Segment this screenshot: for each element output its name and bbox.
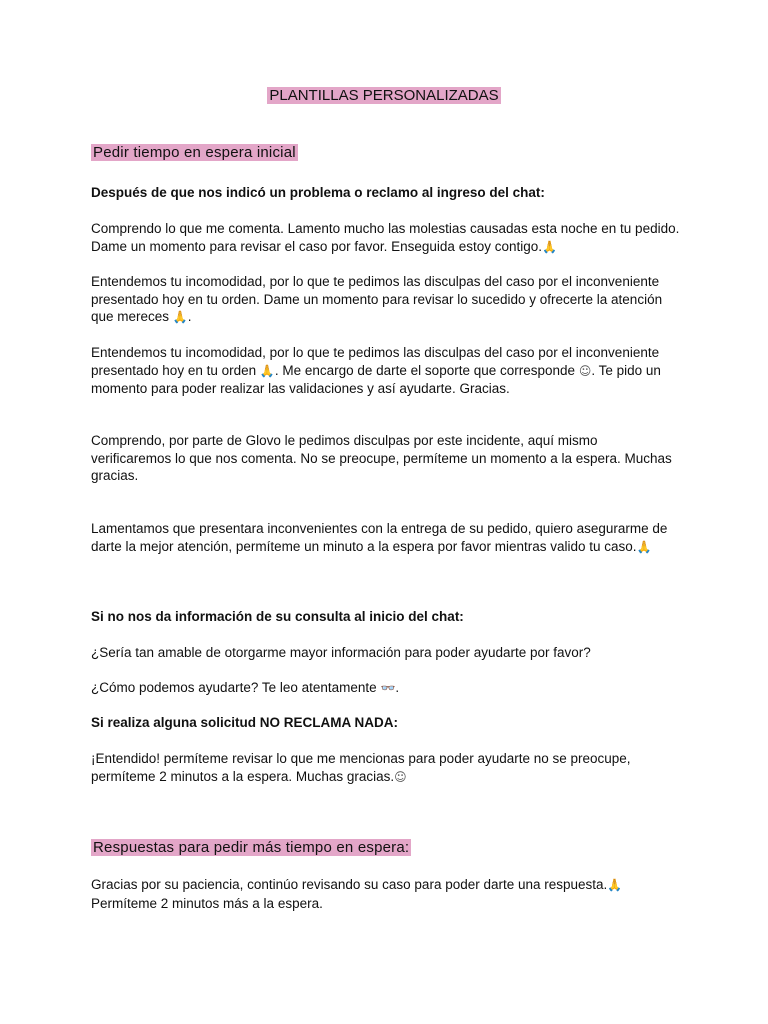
template-paragraph-6: ¿Sería tan amable de otorgarme mayor información para poder ayudarte por favor? <box>91 645 591 660</box>
template-paragraph-1-text: Comprendo lo que me comenta. Lamento mucho las molestias causadas esta noche en tu pedido. Dame un momento para revisar el caso por favor. Enseguida estoy contigo. <box>91 221 680 254</box>
subheading-no-info: Si no nos da información de su consulta al inicio del chat: <box>91 609 464 624</box>
template-paragraph-8 <box>91 750 681 786</box>
section-heading-initial-wait-text: Pedir tiempo en espera inicial <box>93 144 296 161</box>
template-paragraph-3-part-c: . Te pido un momento para poder realizar las validaciones y así ayudarte. Gracias. <box>91 362 661 397</box>
template-paragraph-5-text: Lamentamos que presentara inconvenientes con la entrega de su pedido, quiero asegurarme de darte la mejor atención, permíteme un minuto a la espera por favor mientras valido tu caso. <box>91 521 668 554</box>
template-paragraph-1 <box>91 220 681 256</box>
template-paragraph-9-second-line: Permíteme 2 minutos más a la espera. <box>91 895 323 911</box>
subheading-problem-at-start: Después de que nos indicó un problema o reclamo al ingreso del chat: <box>91 185 545 200</box>
template-paragraph-3-part-a: Entendemos tu incomodidad, por lo que te pedimos las disculpas del caso por el inconveniente presentado hoy en tu orden <box>91 345 660 378</box>
document-title <box>0 86 768 106</box>
template-paragraph-9 <box>91 876 681 912</box>
template-paragraph-2: Entendemos tu incomodidad, por lo que te pedimos las disculpas del caso por el inconveniente presentado hoy en tu orden. Dame un momento para revisar lo sucedido y ofrecerte la atención que mereces 🙏. <box>91 274 663 325</box>
subheading-no-claim: Si realiza alguna solicitud NO RECLAMA NADA: <box>91 715 399 730</box>
template-paragraph-7-text: ¿Cómo podemos ayudarte? Te leo atentamente <box>91 680 377 695</box>
template-paragraph-4: Comprendo, por parte de Glovo le pedimos disculpas por este incidente, aquí mismo verificaremos lo que nos comenta. No se preocupe, permíteme un momento a la espera. Muchas gracias. <box>91 433 672 484</box>
template-paragraph-2-text: Entendemos tu incomodidad, por lo que te pedimos las disculpas del caso por el inconveniente presentado hoy en tu orden. Dame un momento para revisar lo sucedido y ofrecerte la atención que mereces <box>91 274 663 325</box>
smile-icon: ☺ <box>578 363 592 378</box>
template-paragraph-7: ¿Cómo podemos ayudarte? Te leo atentamente 👓. <box>91 680 400 695</box>
pray-icon: 🙏 <box>172 310 188 325</box>
document-title-text: PLANTILLAS PERSONALIZADAS <box>269 87 499 104</box>
section-heading-more-wait-text: Respuestas para pedir más tiempo en espera: <box>93 839 410 856</box>
template-paragraph-8-text: ¡Entendido! permíteme revisar lo que me mencionas para poder ayudarte no se preocupe, permíteme 2 minutos a la espera. Muchas gracias. <box>91 751 631 784</box>
smile-icon: ☺ <box>394 769 407 784</box>
glasses-icon: 👓 <box>380 681 396 695</box>
section-heading-initial-wait <box>91 143 298 163</box>
template-paragraph-5 <box>91 520 681 556</box>
template-paragraph-9-text: Gracias por su paciencia, continúo revisando su caso para poder darte una respuesta. <box>91 877 608 892</box>
pray-icon: 🙏 <box>607 878 623 892</box>
template-paragraph-3-part-b: . Me encargo de darte el soporte que corresponde <box>274 362 576 378</box>
pray-icon: 🙏 <box>542 239 557 254</box>
template-paragraph-3 <box>91 344 681 398</box>
pray-icon: 🙏 <box>636 539 652 554</box>
section-heading-more-wait <box>91 838 411 858</box>
pray-icon: 🙏 <box>259 363 275 378</box>
